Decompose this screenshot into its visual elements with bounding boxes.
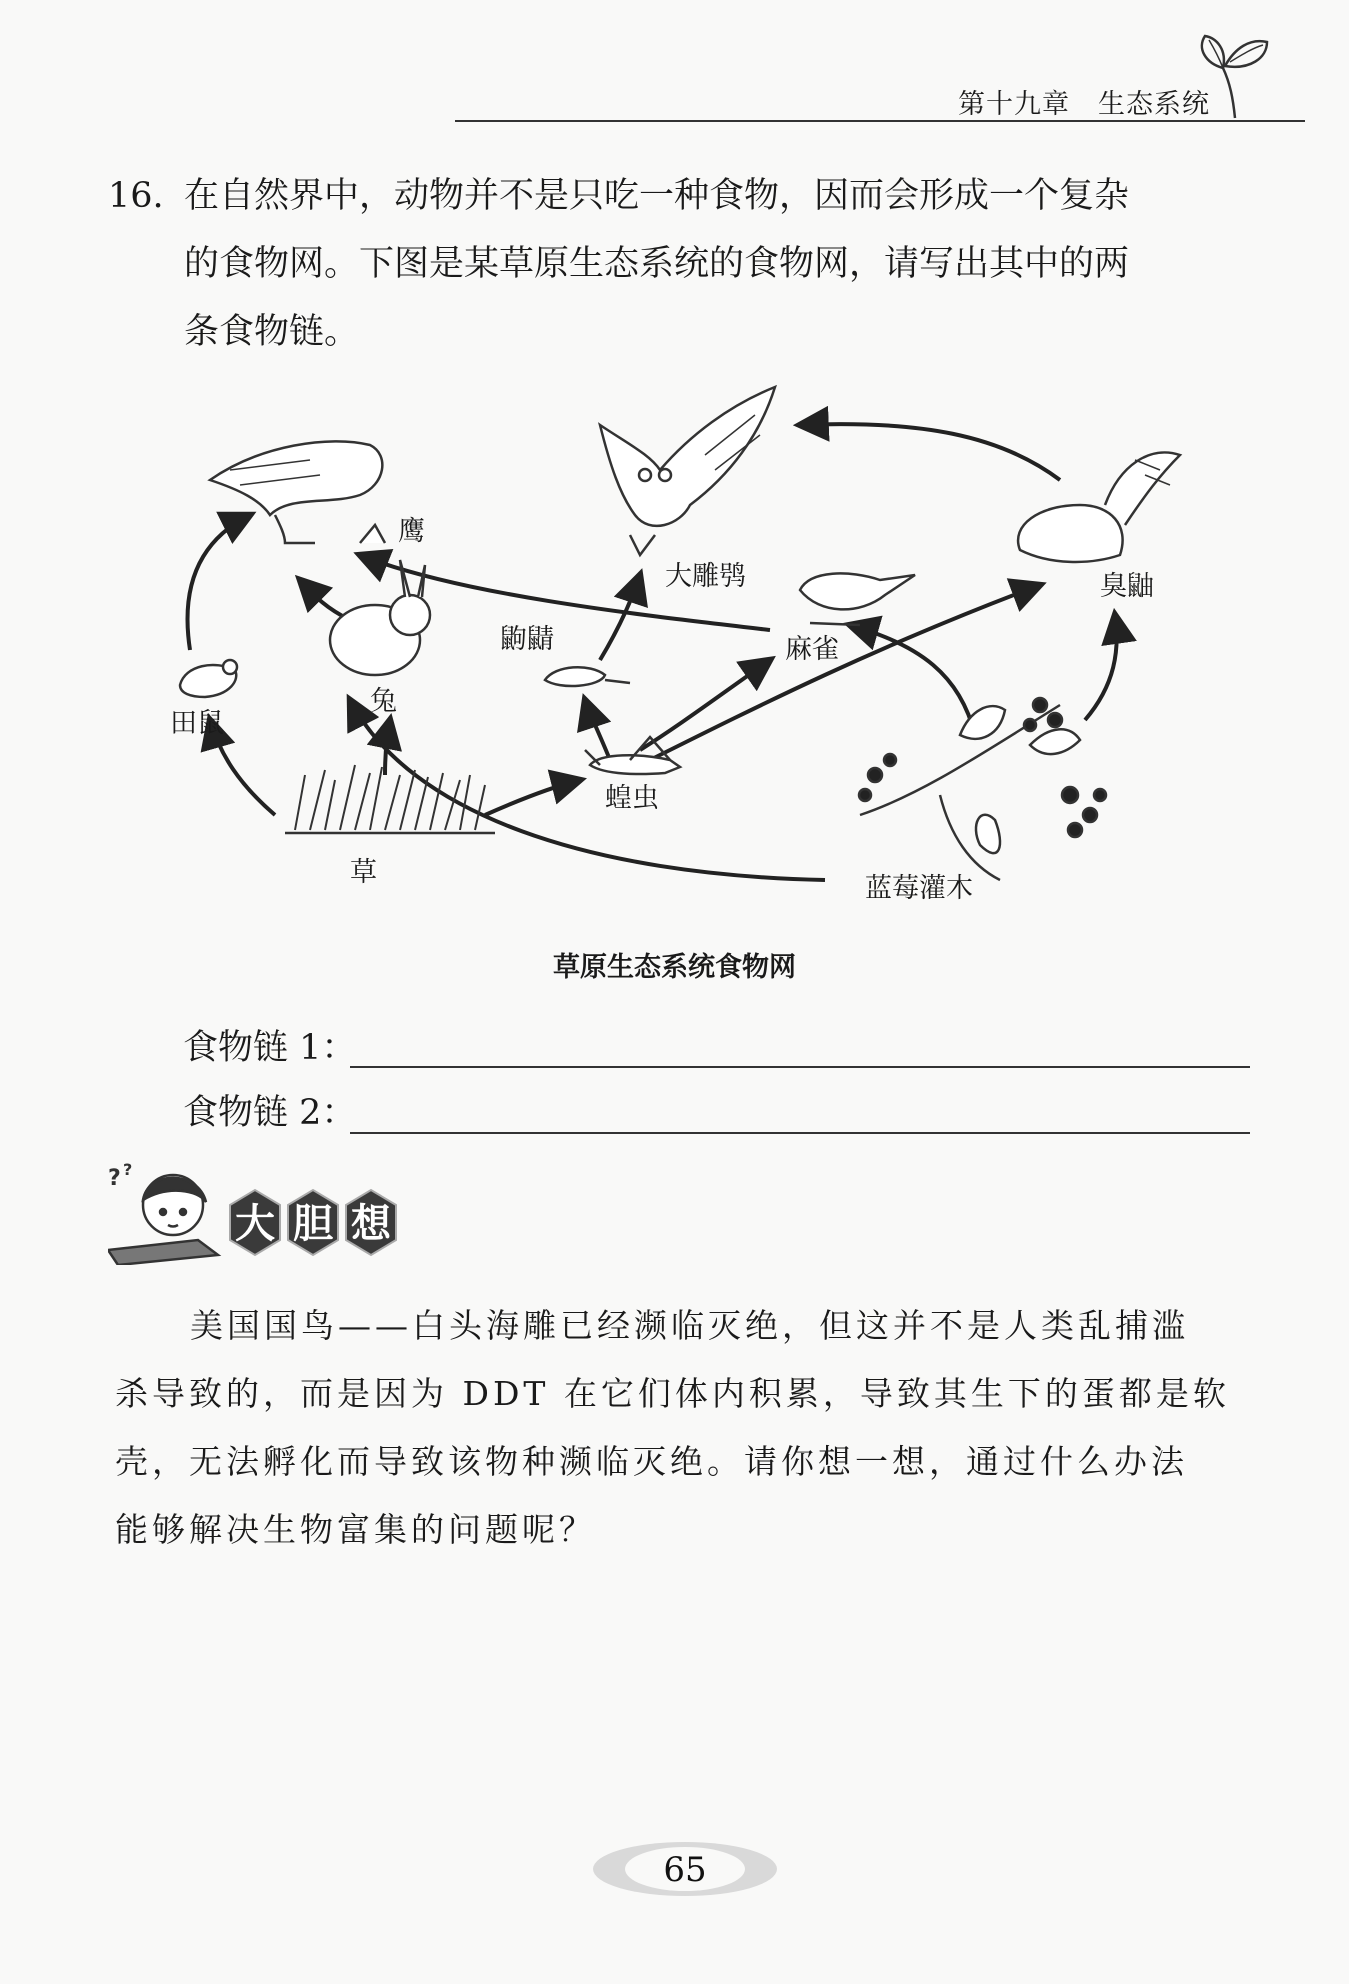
food-chain-1-label: 食物链 1： bbox=[183, 1028, 357, 1068]
diagram-caption: 草原生态系统食物网 bbox=[553, 952, 796, 983]
label-shrew: 鼩鼱 bbox=[500, 624, 554, 655]
food-web-diagram bbox=[160, 375, 1200, 935]
label-skunk: 臭鼬 bbox=[1100, 571, 1154, 602]
arrow-vole-hawk bbox=[188, 515, 251, 650]
question-line: 在自然界中，动物并不是只吃一种食物，因而会形成一个复杂 bbox=[184, 176, 1130, 216]
grass-picture bbox=[285, 765, 495, 833]
chapter-title: 第十九章 生态系统 bbox=[958, 89, 1210, 120]
paragraph-line: 美国国鸟——白头海雕已经濒临灭绝，但这并不是人类乱捕滥 bbox=[190, 1306, 1189, 1345]
badge-char-1: 大 bbox=[235, 1201, 275, 1247]
shrew-picture bbox=[545, 667, 630, 686]
badge-char-3: 想 bbox=[351, 1201, 391, 1247]
blueberry-shrub-picture bbox=[859, 698, 1106, 880]
question-line: 条食物链。 bbox=[184, 312, 360, 352]
question-line: 的食物网。下图是某草原生态系统的食物网，请写出其中的两 bbox=[184, 244, 1130, 284]
arrow-shrew-owl bbox=[600, 575, 640, 660]
label-sparrow: 麻雀 bbox=[785, 634, 839, 665]
label-rabbit: 兔 bbox=[370, 686, 397, 717]
question-number: 16. bbox=[108, 176, 164, 216]
grasshopper-picture bbox=[585, 737, 680, 774]
arrow-blueberry-skunk bbox=[1085, 615, 1117, 720]
page-number-badge bbox=[590, 1840, 780, 1898]
page-number: 65 bbox=[663, 1850, 707, 1890]
food-chain-2-answer-line[interactable] bbox=[350, 1132, 1250, 1134]
arrow-blueberry-sparrow bbox=[850, 625, 975, 735]
food-chain-1-answer-line[interactable] bbox=[350, 1066, 1250, 1068]
arrow-blueberry-rabbit bbox=[350, 700, 825, 880]
arrow-grass-grasshopper bbox=[485, 780, 580, 815]
rabbit-picture bbox=[330, 560, 430, 675]
label-hawk: 鹰 bbox=[398, 516, 425, 547]
label-grass: 草 bbox=[350, 857, 377, 888]
owl-picture bbox=[600, 387, 775, 555]
badge-char-2: 胆 bbox=[293, 1201, 333, 1247]
label-vole: 田鼠 bbox=[170, 708, 224, 739]
arrow-grasshopper-sparrow bbox=[640, 660, 770, 750]
paragraph-line: 壳，无法孵化而导致该物种濒临灭绝。请你想一想，通过什么办法 bbox=[115, 1442, 1188, 1481]
label-owl: 大雕鸮 bbox=[665, 561, 746, 592]
paragraph-line: 杀导致的，而是因为 DDT 在它们体内积累，导致其生下的蛋都是软 bbox=[115, 1374, 1230, 1413]
page-header bbox=[455, 80, 1305, 122]
svg-text:?: ? bbox=[123, 1160, 133, 1179]
thinking-girl-icon bbox=[108, 1160, 218, 1265]
hawk-picture bbox=[210, 441, 385, 543]
arrow-rabbit-hawk bbox=[300, 580, 350, 620]
arrow-skunk-owl bbox=[800, 424, 1060, 480]
food-chain-2-label: 食物链 2： bbox=[183, 1093, 357, 1133]
paragraph-line: 能够解决生物富集的问题呢？ bbox=[115, 1510, 596, 1549]
leaf-icon bbox=[1195, 28, 1275, 123]
label-grasshopper: 蝗虫 bbox=[605, 783, 659, 814]
arrow-grasshopper-shrew bbox=[585, 700, 610, 760]
vole-picture bbox=[180, 660, 237, 697]
think-boldly-badge bbox=[108, 1160, 438, 1265]
sparrow-picture bbox=[800, 573, 915, 625]
svg-text:?: ? bbox=[108, 1166, 121, 1191]
label-blueberry: 蓝莓灌木 bbox=[865, 873, 973, 904]
